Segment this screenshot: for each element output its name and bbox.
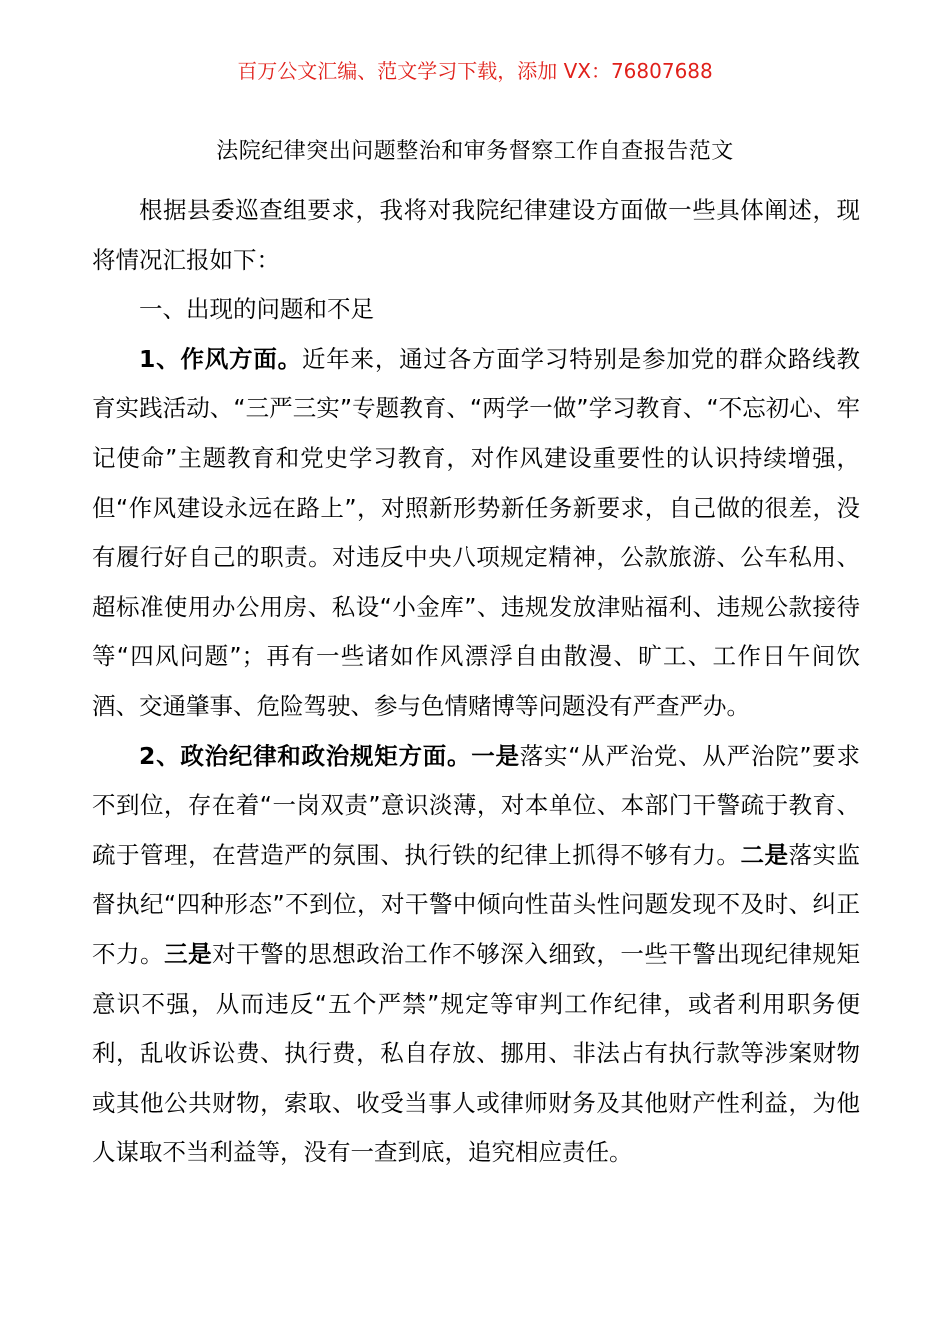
document-body (92, 186, 860, 1178)
section-heading: 一、出现的问题和不足 (139, 295, 374, 324)
item-2-point-3-label: 三是 (164, 939, 213, 968)
intro-paragraph: 根据县委巡查组要求，我将对我院纪律建设方面做一些具体阐述，现将情况汇报如下： (92, 196, 860, 274)
item-2-point-1-label: 一是 (471, 741, 520, 770)
item-2-point-2-text: 落实监督执纪“四种形态”不到位，对干警中倾向性苗头性问题发现不及时、纠正不力。 (92, 840, 861, 968)
item-2-point-2-label: 二是 (740, 840, 789, 869)
item-1-paragraph (92, 335, 860, 732)
item-1-lead: 1、作风方面。 (139, 344, 302, 373)
item-2-paragraph (92, 732, 860, 1178)
item-2-point-3-text: 对干警的思想政治工作不够深入细致，一些干警出现纪律规矩意识不强，从而违反“五个严禁”规定等审判工作纪律，或者利用职务便利，乱收诉讼费、执行费，私自存放、挪用、非法占有执行款等涉案财物或其他公共财物，索取、收受当事人或律师财务及其他财产性利益，为他人谋取不当利益等，没有一查到底，追究相应责任。 (92, 939, 861, 1167)
header-note: 百万公文汇编、范文学习下载，添加 VX：76807688 (237, 59, 713, 83)
document-title: 法院纪律突出问题整治和审务督察工作自查报告范文 (216, 139, 734, 164)
item-2-point-1-text: 落实“从严治党、从严治院”要求不到位，存在着“一岗双责”意识淡薄，对本单位、本部门干警疏于教育、疏于管理，在营造严的氛围、执行铁的纪律上抓得不够有力。 (92, 741, 860, 869)
item-2-lead: 2、政治纪律和政治规矩方面。 (139, 741, 472, 770)
item-1-text: 近年来，通过各方面学习特别是参加党的群众路线教育实践活动、“三严三实”专题教育、“两学一做”学习教育、“不忘初心、牢记使命”主题教育和党史学习教育，对作风建设重要性的认识持续增强，但“作风建设永远在路上”，对照新形势新任务新要求，自己做的很差，没有履行好自己的职责。对违反中央八项规定精神，公款旅游、公车私用、超标准使用办公用房、私设“小金库”、违规发放津贴福利、违规公款接待等“四风问题”；再有一些诸如作风漂浮自由散漫、旷工、工作日午间饮酒、交通肇事、危险驾驶、参与色情赌博等问题没有严查严办。 (92, 344, 860, 720)
